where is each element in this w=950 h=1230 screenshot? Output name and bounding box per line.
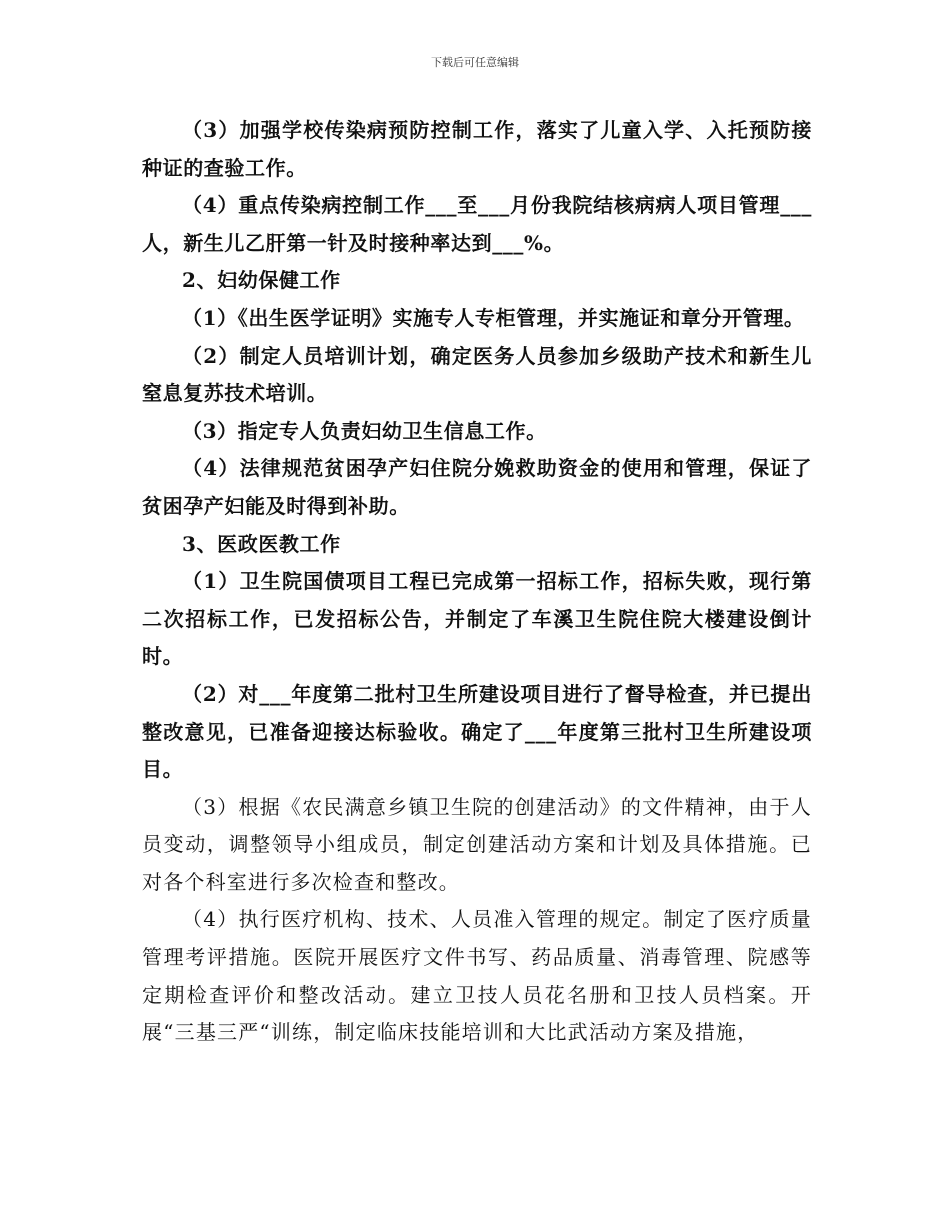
paragraph-delivery-assistance: （4）法律规范贫困孕产妇住院分娩救助资金的使用和管理，保证了贫困孕产妇能及时得到补助。 xyxy=(142,456,812,518)
paragraph-birth-certificate: （1）《出生医学证明》实施专人专柜管理，并实施证和章分开管理。 xyxy=(182,305,805,330)
section-heading-medical-administration: 3、医政医教工作 xyxy=(182,531,341,556)
page-header: 下载后可任意编辑 xyxy=(431,56,519,69)
paragraph-health-information: （3）指定专人负责妇幼卫生信息工作。 xyxy=(182,418,547,443)
paragraph-village-clinic-inspection: （2）对___年度第二批村卫生所建设项目进行了督导检查，并已提出整改意见，已准备迎接达标验收。确定了___年度第三批村卫生所建设项目。 xyxy=(142,681,812,782)
paragraph-bond-project: （1）卫生院国债项目工程已完成第一招标工作，招标失败，现行第二次招标工作，已发招标公告，并制定了车溪卫生院住院大楼建设倒计时。 xyxy=(142,569,812,669)
paragraph-key-infectious-disease: （4）重点传染病控制工作___至___月份我院结核病病人项目管理___人，新生儿乙肝第一针及时接种率达到___%。 xyxy=(142,193,812,255)
document-body xyxy=(142,112,812,1052)
section-heading-maternal-child-health: 2、妇幼保健工作 xyxy=(182,268,341,293)
paragraph-training-plan: （2）制定人员培训计划，确定医务人员参加乡级助产技术和新生儿窒息复苏技术培训。 xyxy=(142,343,812,406)
paragraph-school-infectious-disease: （3）加强学校传染病预防控制工作，落实了儿童入学、入托预防接种证的查验工作。 xyxy=(142,118,812,180)
paragraph-farmer-satisfaction: （3）根据《农民满意乡镇卫生院的创建活动》的文件精神，由于人员变动，调整领导小组成员，制定创建活动方案和计划及具体措施。已对各个科室进行多次检查和整改。 xyxy=(142,794,812,894)
paragraph-access-management: （4）执行医疗机构、技术、人员准入管理的规定。制定了医疗质量管理考评措施。医院开展医疗文件书写、药品质量、消毒管理、院感等定期检查评价和整改活动。建立卫技人员花名册和卫技人员档案。开展“三基三严“训练，制定临床技能培训和大比武活动方案及措施， xyxy=(142,907,812,1045)
